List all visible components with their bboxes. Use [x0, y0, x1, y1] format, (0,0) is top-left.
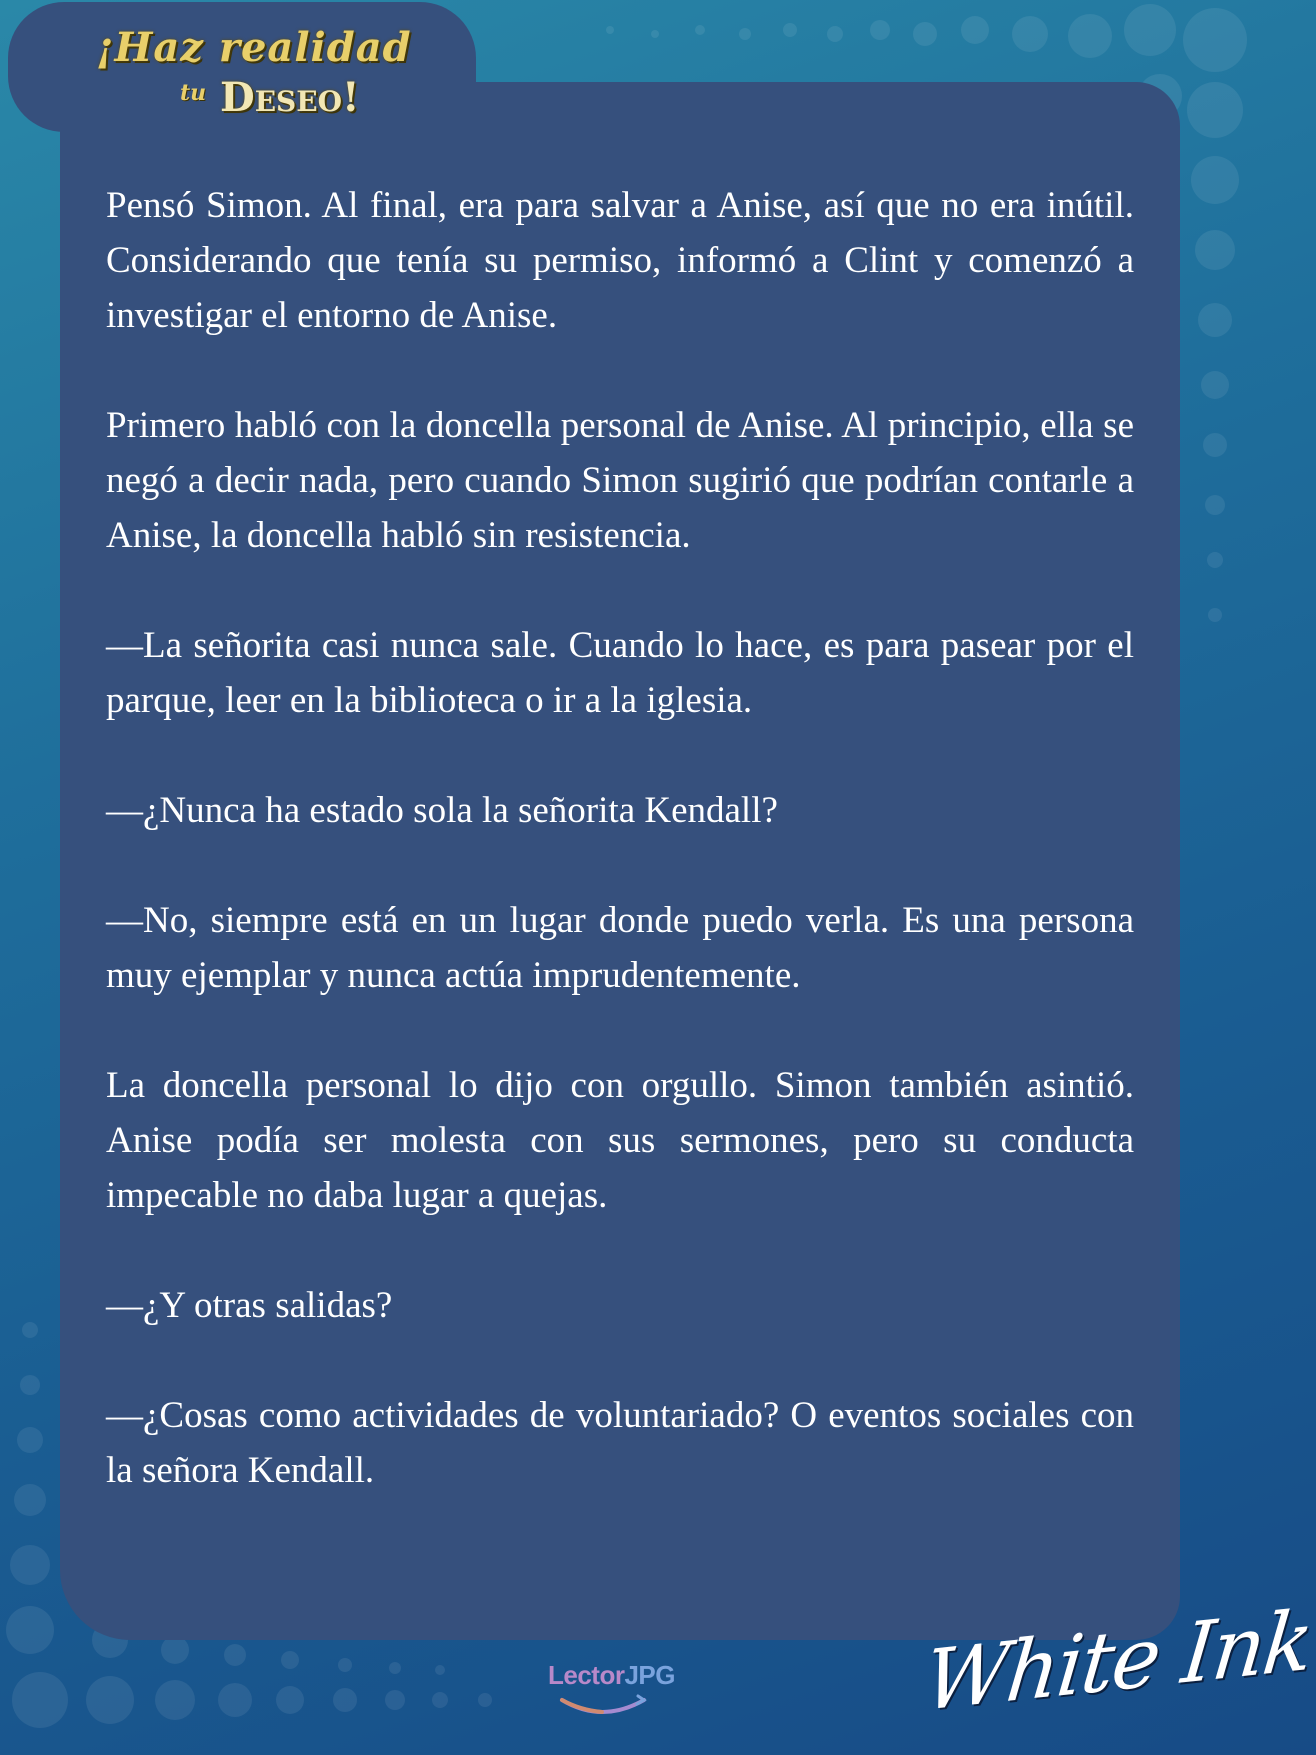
logo-title-tu: tu: [180, 80, 207, 106]
paragraph: —¿Y otras salidas?: [106, 1285, 393, 1326]
logo-title-line2: Deseo!: [220, 74, 360, 121]
story-text: [106, 178, 1134, 1498]
lectorjpg-watermark: [540, 1660, 690, 1720]
watermark-part1: Lector: [548, 1660, 625, 1690]
signature-text: White Ink: [919, 1592, 1316, 1731]
white-ink-signature: [919, 1592, 1316, 1736]
paragraph: —¿Cosas como actividades de voluntariado? O eventos sociales con la señora Kendall.: [106, 1395, 1134, 1491]
logo: [84, 14, 412, 124]
paragraph: Pensó Simon. Al final, era para salvar a Anise, así que no era inútil. Considerando que tenía su permiso, informó a Clint y comenzó a investigar el entorno de Anise.: [106, 185, 1134, 336]
logo-title-line1: ¡Haz realidad: [96, 24, 412, 71]
watermark-part2: JPG: [624, 1660, 675, 1690]
paragraph: —La señorita casi nunca sale. Cuando lo hace, es para pasear por el parque, leer en la biblioteca o ir a la iglesia.: [106, 625, 1134, 721]
paragraph: —No, siempre está en un lugar donde puedo verla. Es una persona muy ejemplar y nunca actúa imprudentemente.: [106, 900, 1134, 996]
smile-arc-icon: [540, 1660, 690, 1720]
paragraph: La doncella personal lo dijo con orgullo. Simon también asintió. Anise podía ser molesta con sus sermones, pero su conducta impecable no daba lugar a quejas.: [106, 1065, 1134, 1216]
paragraph: Primero habló con la doncella personal de Anise. Al principio, ella se negó a decir nada, pero cuando Simon sugirió que podrían contarle a Anise, la doncella habló sin resistencia.: [106, 405, 1134, 556]
paragraph: —¿Nunca ha estado sola la señorita Kendall?: [106, 790, 778, 831]
